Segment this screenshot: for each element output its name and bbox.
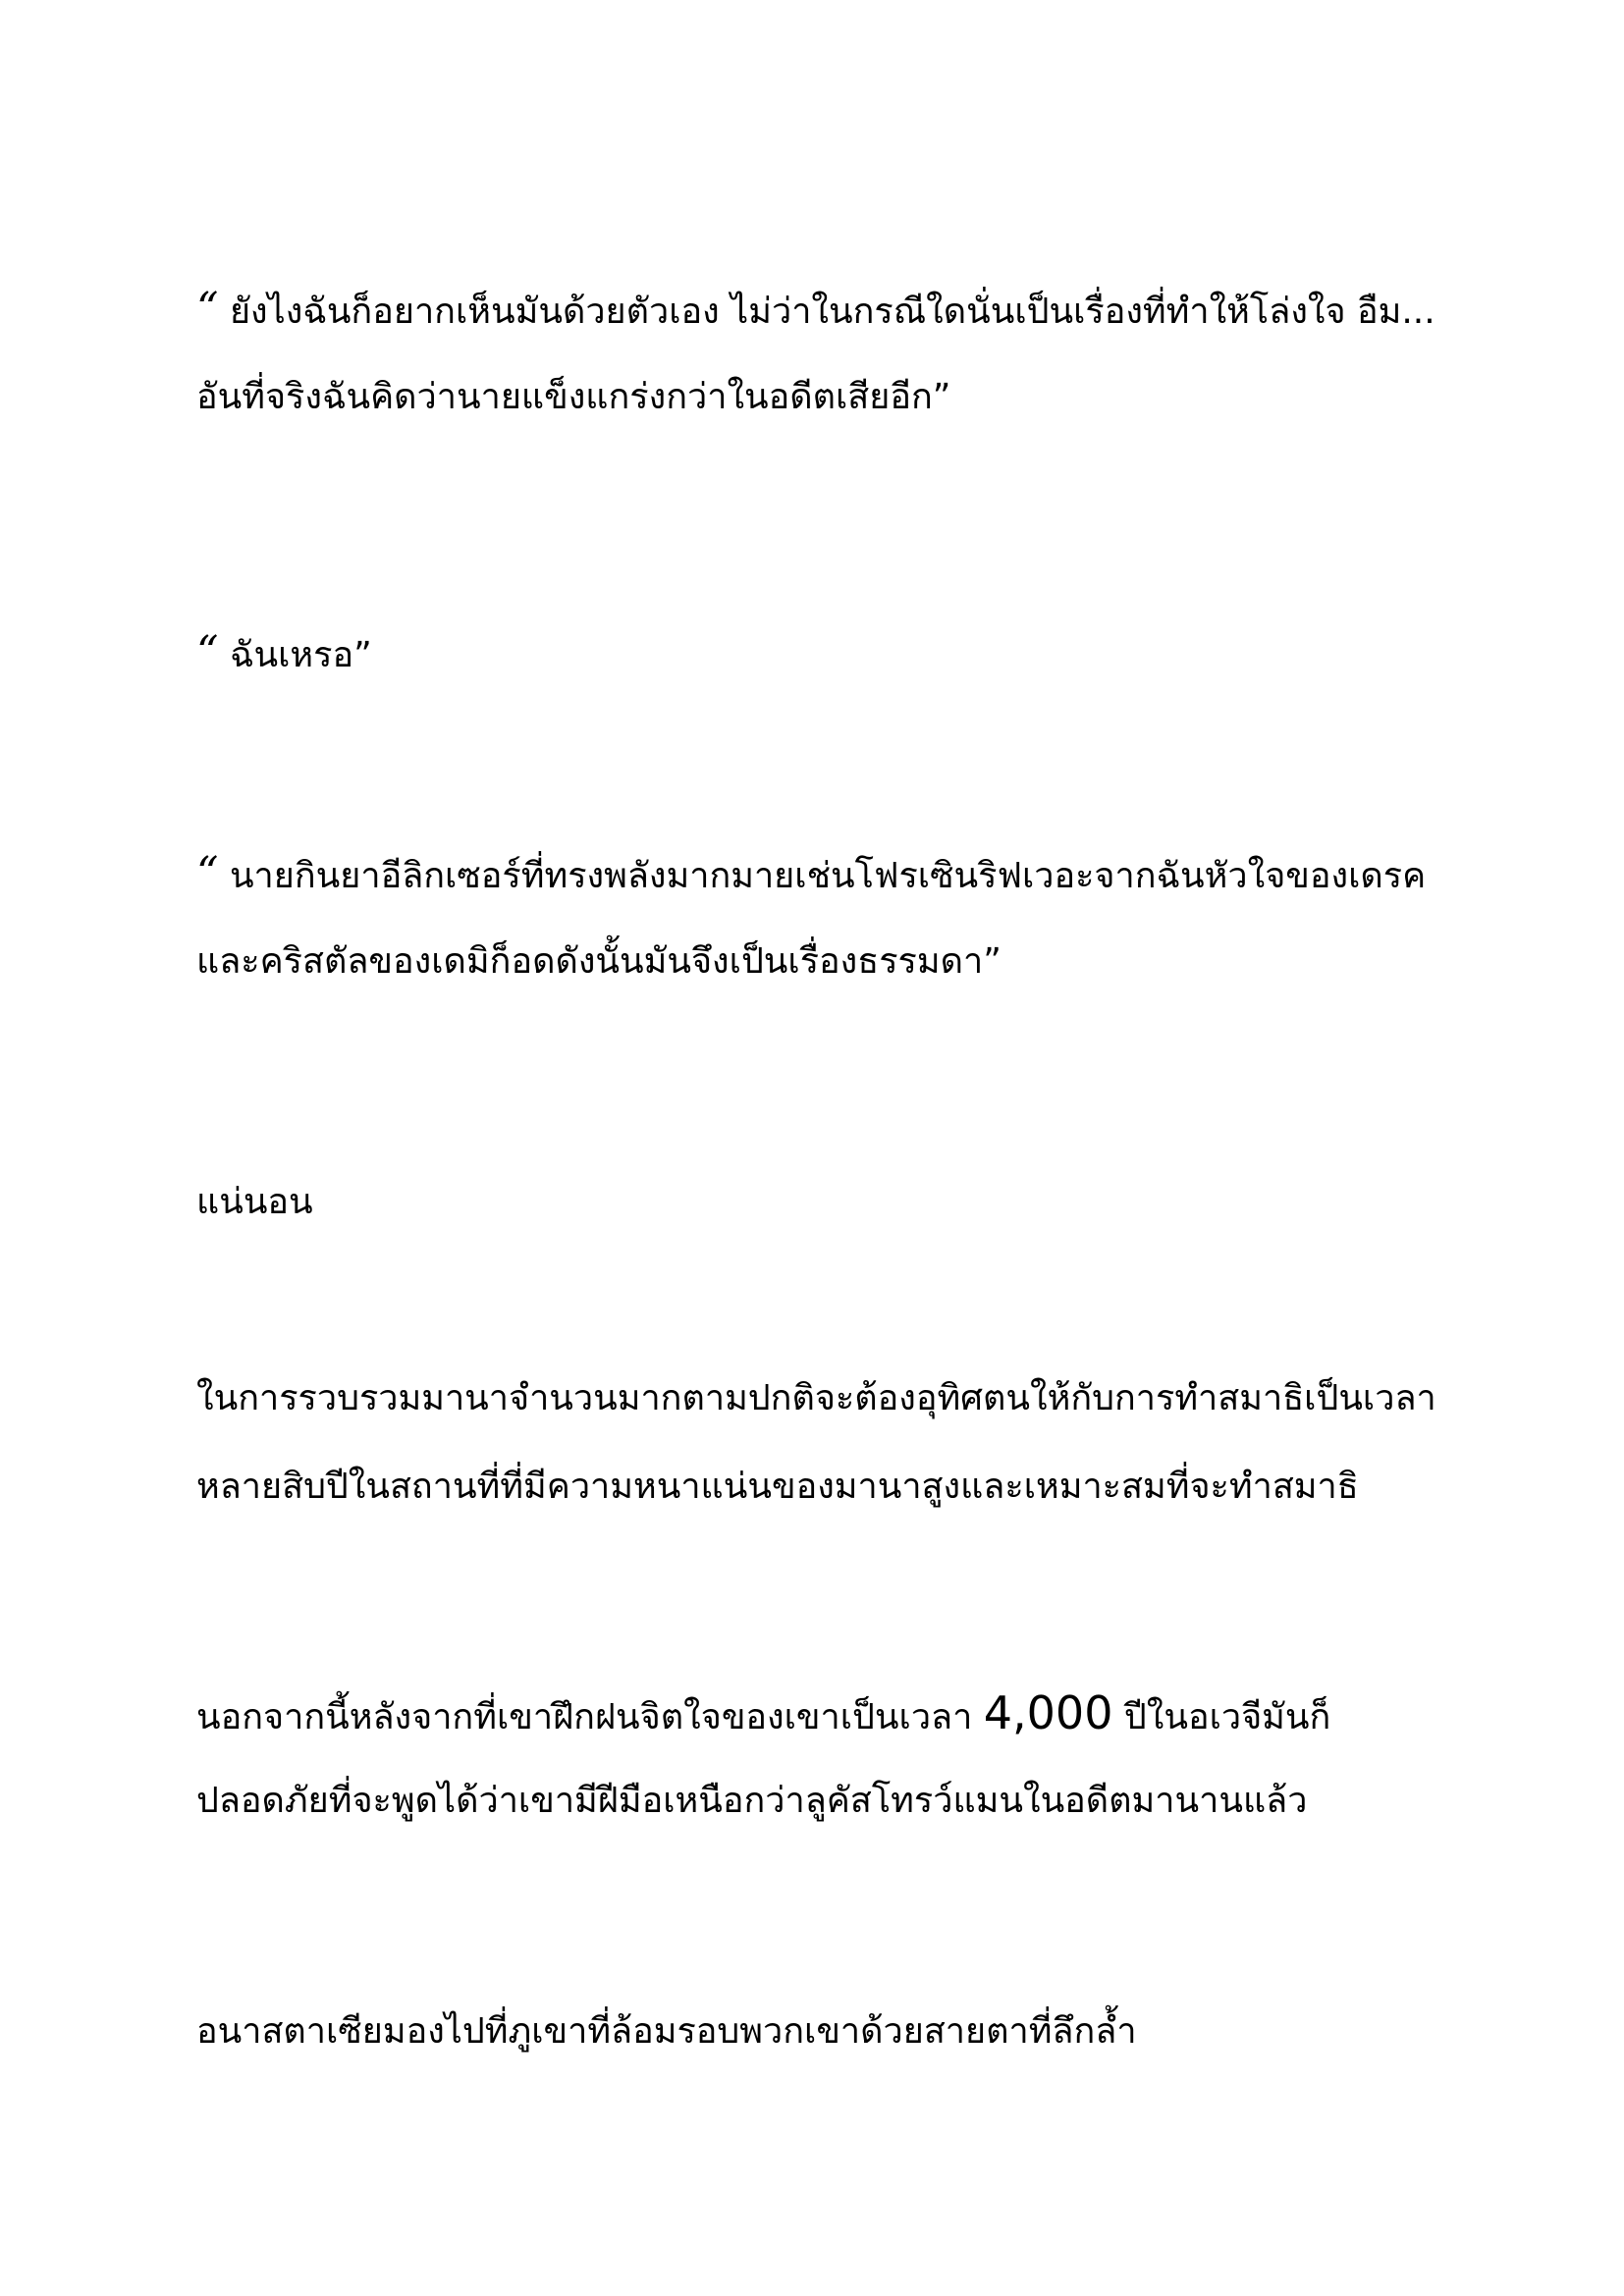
text-line-content: นอกจากนี้หลังจากที่เขาฝึกฝนจิตใจของเขาเป็นเวลา (196, 1697, 984, 1737)
text-line (196, 265, 1463, 353)
text-line: แน่นอน (196, 1182, 313, 1222)
text-line: และคริสตัลของเดมิก็อดดังนั้นมันจึงเป็นเรื่องธรรมดา” (196, 941, 1001, 982)
text-line-content: ฉันเหรอ” (218, 635, 372, 675)
text-line-content: ยังไงฉันก็อยากเห็นมันด้วยตัวเอง ไม่ว่าในกรณีใดนั่นเป็นเรื่องที่ทำให้โล่งใจ อืม... (218, 292, 1435, 332)
open-quote-mark: “ (196, 627, 219, 677)
text-line: ในการรวบรวมมานาจำนวนมากตามปกติจะต้องอุทิศตนให้กับการทำสมาธิเป็นเวลา (196, 1378, 1436, 1418)
text-line (196, 829, 1463, 918)
text-line: อนาสตาเซียมองไปที่ภูเขาที่ล้อมรอบพวกเขาด้วยสายตาที่ลึกล้ำ (196, 2011, 1137, 2052)
paragraph-dialogue-3 (196, 829, 1463, 1006)
paragraph-narration-2 (196, 1355, 1463, 1531)
paragraph-narration-1 (196, 1158, 1463, 1247)
text-line (196, 1669, 1463, 1757)
text-line: หลายสิบปีในสถานที่ที่มีความหนาแน่นของมานาสูงและเหมาะสมที่จะทำสมาธิ (196, 1467, 1359, 1507)
paragraph-dialogue-2 (196, 609, 1463, 697)
paragraph-narration-4 (196, 1988, 1463, 2076)
paragraph-narration-3 (196, 1669, 1463, 1845)
text-line (196, 609, 1463, 697)
years-number: 4,000 (983, 1686, 1113, 1739)
text-line: ปลอดภัยที่จะพูดได้ว่าเขามีฝีมือเหนือกว่าลูคัสโทรว์แมนในอดีตมานานแล้ว (196, 1781, 1308, 1821)
paragraph-dialogue-1 (196, 265, 1463, 442)
text-line: อันที่จริงฉันคิดว่านายแข็งแกร่งกว่าในอดีตเสียอีก” (196, 377, 951, 417)
text-line-content: นายกินยาอีลิกเซอร์ที่ทรงพลังมากมายเช่นโฟรเซินริฟเวอะจากฉันหัวใจของเดรค (218, 856, 1427, 896)
open-quote-mark: “ (196, 848, 219, 898)
text-line-content: ปีในอเวจีมันก็ (1112, 1697, 1331, 1737)
open-quote-mark: “ (196, 284, 219, 334)
